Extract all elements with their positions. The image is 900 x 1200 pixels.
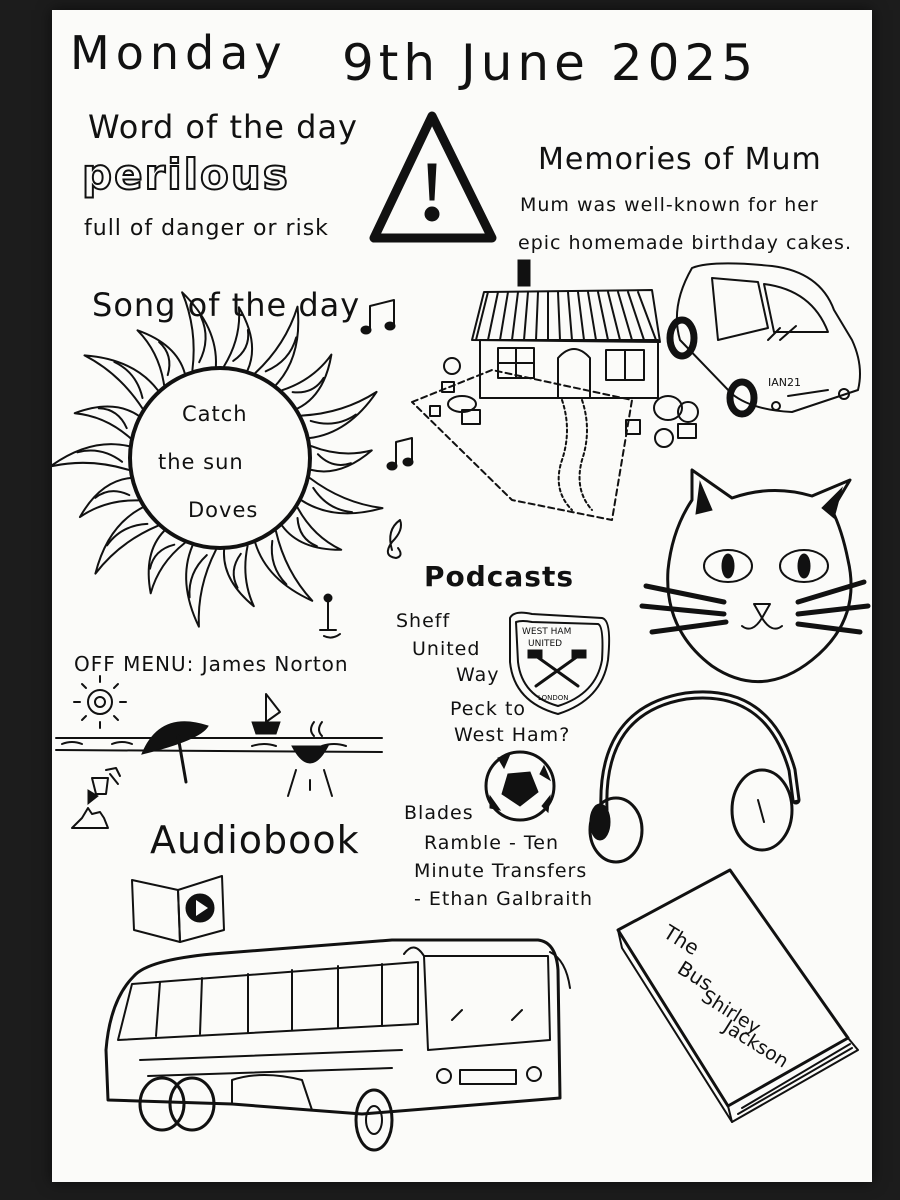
memories-line1: Mum was well-known for her <box>520 194 819 216</box>
cat-face-drawing <box>642 470 868 682</box>
song-artist: Doves <box>188 498 259 522</box>
song-title-line1: Catch <box>182 402 248 426</box>
date-day: Monday <box>70 26 288 80</box>
drawings-layer <box>52 10 872 1182</box>
off-menu-label: OFF MENU: James Norton <box>74 652 349 676</box>
podcast-1-line2: United <box>412 638 481 660</box>
podcast-3-line3: Minute Transfers <box>414 860 588 882</box>
book-author-line2: Jackson <box>719 1015 793 1073</box>
sun-ray-detail <box>234 554 241 588</box>
music-note-icon <box>361 300 413 558</box>
football-drawing <box>486 752 554 820</box>
sun-ray <box>255 531 312 601</box>
sun-ray-detail <box>199 317 205 363</box>
book-title-line2: Bus <box>673 955 718 996</box>
sun-ray <box>302 478 383 513</box>
sun-ray-detail <box>272 541 287 584</box>
car-plate: IAN21 <box>768 376 801 389</box>
sun-drawing <box>52 292 382 626</box>
podcast-2-line2: West Ham? <box>454 724 571 746</box>
song-title-line2: the sun <box>158 450 244 474</box>
podcast-1-line1: Sheff <box>396 610 451 632</box>
podcast-3-line1: Blades <box>404 802 474 824</box>
word-of-day-heading: Word of the day <box>88 108 358 146</box>
sun-ray <box>75 407 139 438</box>
song-heading: Song of the day <box>92 286 361 324</box>
beach-scene-drawing <box>56 676 382 828</box>
memories-line2: epic homemade birthday cakes. <box>518 232 852 254</box>
word-of-day-definition: full of danger or risk <box>84 216 329 241</box>
sun-ray <box>80 478 138 517</box>
journal-page <box>52 10 872 1182</box>
crest-top: WEST HAM <box>522 627 572 637</box>
crest-bottom: LONDON <box>538 694 569 702</box>
date-full: 9th June 2025 <box>342 34 759 92</box>
sun-ray-detail <box>318 454 351 465</box>
sun-ray <box>52 444 129 470</box>
sun-ray-detail <box>77 451 122 462</box>
audiobook-heading: Audiobook <box>150 818 360 862</box>
west-ham-crest <box>510 613 609 714</box>
podcast-3-line4: - Ethan Galbraith <box>414 888 594 910</box>
sun-ray-detail <box>233 330 248 361</box>
bus-drawing <box>106 940 570 1150</box>
house-drawing <box>412 260 698 520</box>
sun-ray <box>311 446 372 471</box>
memories-heading: Memories of Mum <box>538 142 822 177</box>
sun-ray <box>302 392 377 438</box>
book-author-line1: Shirley <box>697 985 765 1039</box>
car-drawing <box>670 263 860 414</box>
podcast-3-line2: Ramble - Ten <box>424 832 560 854</box>
podcast-2-line1: Peck to <box>450 698 527 720</box>
podcast-1-line3: Way <box>456 664 500 686</box>
book-title-line1: The <box>659 919 704 960</box>
book-drawing <box>618 870 858 1122</box>
person-doodle <box>320 594 340 638</box>
podcasts-heading: Podcasts <box>424 560 575 593</box>
sun-ray <box>255 307 298 385</box>
warning-icon <box>374 116 492 238</box>
headphones-drawing <box>590 695 796 862</box>
sun-ray <box>182 292 216 370</box>
crest-mid: UNITED <box>528 639 563 649</box>
audiobook-play-icon <box>132 876 224 942</box>
sun-ray <box>85 355 158 408</box>
word-of-day-word: perilous <box>82 150 290 199</box>
